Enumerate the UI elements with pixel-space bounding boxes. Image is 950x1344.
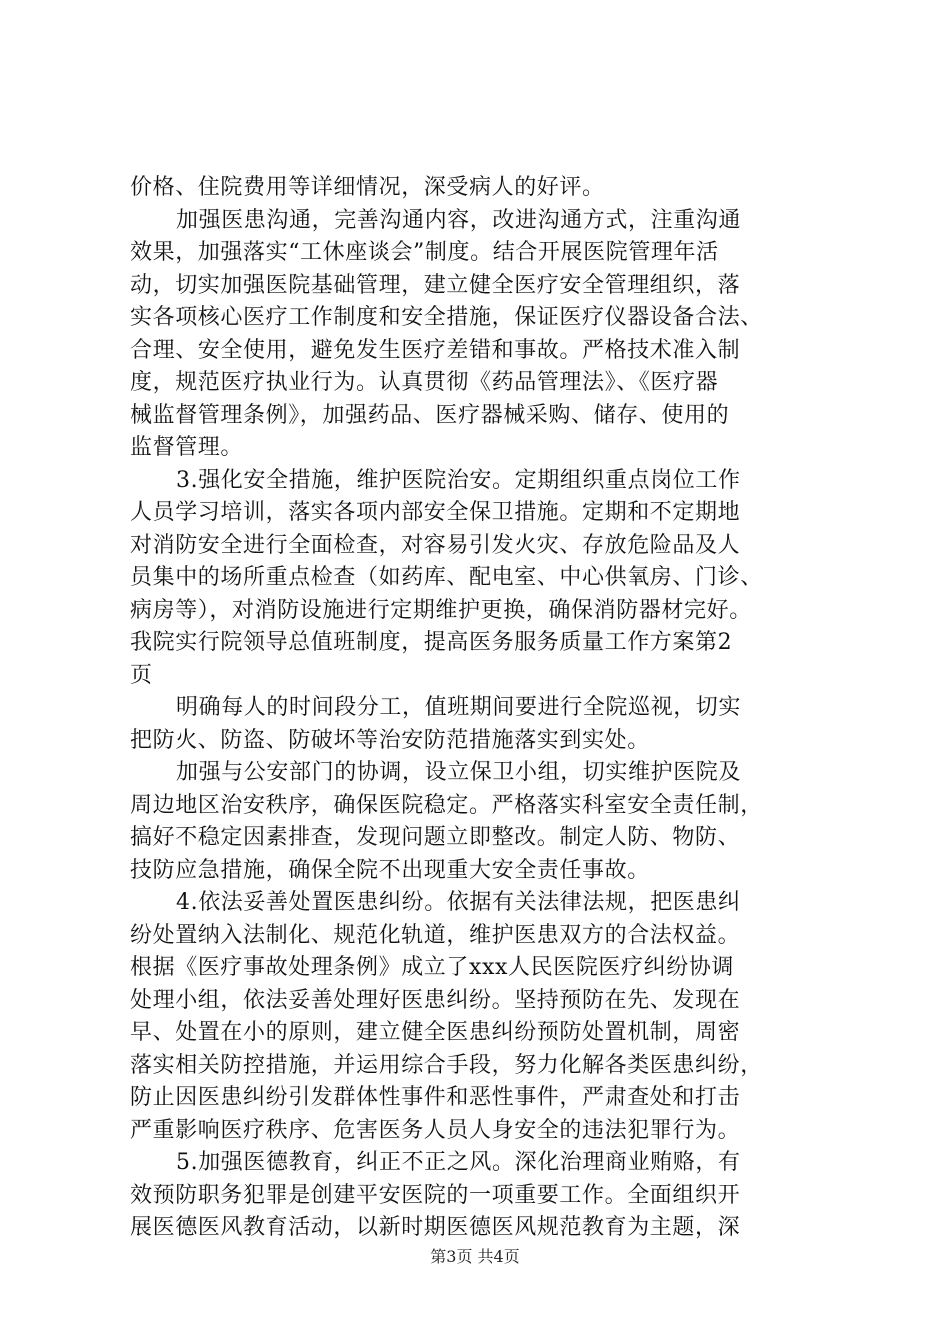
text-line: 根据《医疗事故处理条例》成立了xxx人民医院医疗纠纷协调 xyxy=(130,955,735,980)
text-line: 对消防安全进行全面检查，对容易引发火灾、存放危险品及人 xyxy=(130,532,741,558)
text-line: 页 xyxy=(130,662,153,688)
text-line: 防止因医患纠纷引发群体性事件和恶性事件，严肃查处和打击 xyxy=(130,1085,741,1110)
text-line: 人员学习培训，落实各项内部安全保卫措施。定期和不定期地 xyxy=(130,500,741,525)
text-line: 技防应急措施，确保全院不出现重大安全责任事故。 xyxy=(130,857,650,883)
text-line: 落实相关防控措施，并运用综合手段，努力化解各类医患纠纷， xyxy=(130,1052,763,1078)
paragraph-first-line: 明确每人的时间段分工，值班期间要进行全院巡视，切实 xyxy=(176,695,742,720)
paragraph-first-line: 3.强化安全措施，维护医院治安。定期组织重点岗位工作 xyxy=(176,467,741,493)
text-line: 严重影响医疗秩序、危害医务人员人身安全的违法犯罪行为。 xyxy=(130,1117,741,1143)
paragraph-first-line: 加强与公安部门的协调，设立保卫小组，切实维护医院及 xyxy=(176,760,742,785)
text-line: 价格、住院费用等详细情况，深受病人的好评。 xyxy=(130,175,605,200)
document-body xyxy=(130,172,830,1245)
text-line: 病房等），对消防设施进行定期维护更换，确保消防器材完好。 xyxy=(130,597,752,623)
text-line: 周边地区治安秩序，确保医院稳定。严格落实科室安全责任制， xyxy=(130,792,763,818)
text-line: 早、处置在小的原则，建立健全医患纠纷预防处置机制，周密 xyxy=(130,1020,741,1045)
text-line: 实各项核心医疗工作制度和安全措施，保证医疗仪器设备合法、 xyxy=(130,305,763,330)
text-line: 度，规范医疗执业行为。认真贯彻《药品管理法》、《医疗器 xyxy=(130,370,719,395)
text-line: 动，切实加强医院基础管理，建立健全医疗安全管理组织，落 xyxy=(130,272,741,298)
text-line: 展医德医风教育活动，以新时期医德医风规范教育为主题，深 xyxy=(130,1215,741,1240)
text-line: 搞好不稳定因素排查，发现问题立即整改。制定人防、物防、 xyxy=(130,825,741,850)
text-line: 效果，加强落实“工休座谈会”制度。结合开展医院管理年活 xyxy=(130,240,719,265)
paragraph-first-line: 5.加强医德教育，纠正不正之风。深化治理商业贿赂，有 xyxy=(176,1150,741,1175)
text-line: 效预防职务犯罪是创建平安医院的一项重要工作。全面组织开 xyxy=(130,1182,741,1208)
text-line: 合理、安全使用，避免发生医疗差错和事故。严格技术准入制 xyxy=(130,337,741,363)
text-line: 处理小组，依法妥善处理好医患纠纷。坚持预防在先、发现在 xyxy=(130,987,741,1013)
text-line: 我院实行院领导总值班制度，提高医务服务质量工作方案第2 xyxy=(130,630,733,655)
text-line: 把防火、防盗、防破坏等治安防范措施落实到实处。 xyxy=(130,727,650,753)
text-line: 械监督管理条例》，加强药品、医疗器械采购、储存、使用的 xyxy=(130,402,730,428)
text-line: 监督管理。 xyxy=(130,435,244,460)
paragraph-first-line: 4.依法妥善处置医患纠纷。依据有关法律法规，把医患纠 xyxy=(176,890,741,915)
text-line: 纷处置纳入法制化、规范化轨道，维护医患双方的合法权益。 xyxy=(130,922,741,948)
page-footer: 第3页 共4页 xyxy=(430,1247,520,1266)
text-line: 员集中的场所重点检查（如药库、配电室、中心供氧房、门诊、 xyxy=(130,565,763,590)
paragraph-first-line: 加强医患沟通，完善沟通内容，改进沟通方式，注重沟通 xyxy=(176,207,742,233)
